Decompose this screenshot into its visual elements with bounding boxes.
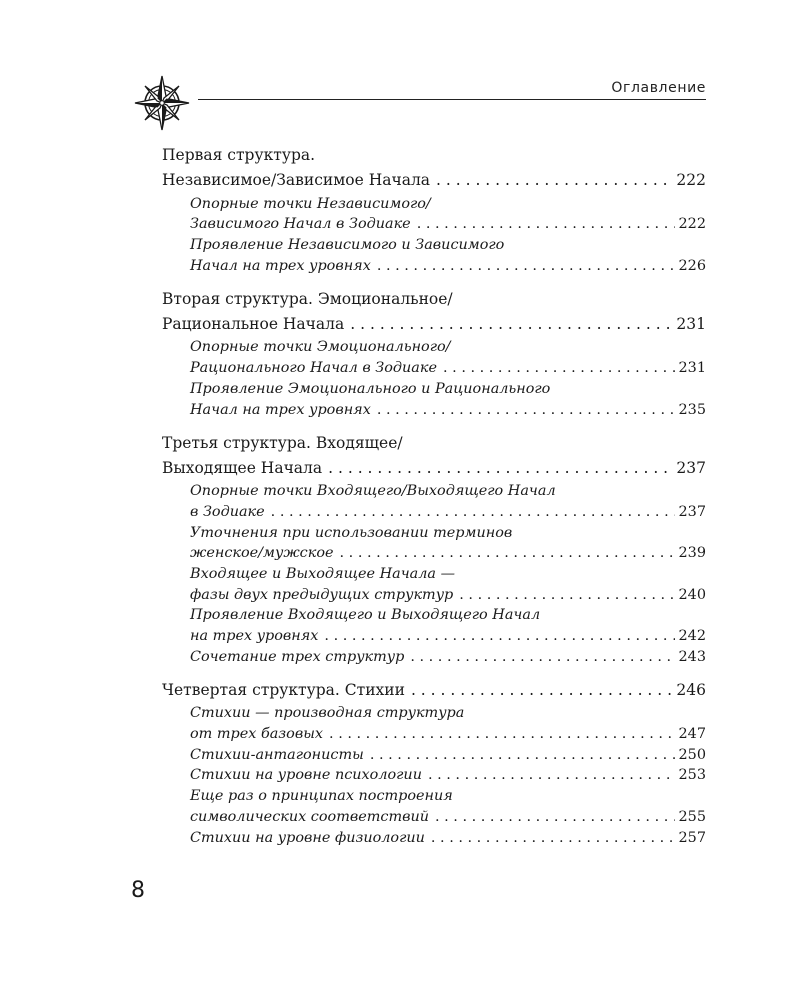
toc-subsection-title: Сочетание трех структур	[190, 648, 405, 665]
toc-section-entry[interactable]	[162, 309, 706, 334]
dot-leader	[370, 747, 675, 764]
dot-leader	[410, 649, 674, 666]
table-of-contents	[162, 140, 706, 847]
toc-page-number: 255	[678, 808, 706, 825]
toc-page-number: 226	[678, 257, 706, 274]
toc-section-entry[interactable]	[162, 453, 706, 478]
toc-section	[162, 428, 706, 478]
toc-subsection-title-line	[190, 192, 706, 213]
toc-subsection-title-line	[190, 604, 706, 625]
toc-subsection-title: Проявление Эмоционального и Рационального	[190, 380, 551, 397]
toc-section	[162, 284, 706, 334]
toc-section-title: Первая структура.	[162, 146, 316, 164]
toc-section-title: Независимое/Зависимое Начала	[162, 171, 431, 189]
toc-section-title: Выходящее Начала	[162, 458, 323, 477]
toc-subsection-title: Начал на трех уровнях	[190, 401, 371, 418]
toc-subsection-title: Опорные точки Независимого/	[190, 195, 431, 212]
toc-subsection-title: Рационального Начал в Зодиаке	[190, 360, 438, 377]
toc-subsection-title: Начал на трех уровнях	[190, 257, 371, 274]
toc-subsection-title: Стихии на уровне психологии	[190, 767, 422, 784]
toc-page-number: 247	[678, 726, 706, 743]
toc-page-number: 231	[676, 314, 706, 333]
toc-subsection-title: Стихии — производная структура	[190, 705, 465, 722]
header-rule	[198, 99, 706, 100]
toc-section-title: Четвертая структура. Стихии	[162, 680, 405, 699]
toc-subsection-title: Входящее и Выходящее Начала —	[190, 565, 455, 582]
toc-page-number: 242	[678, 628, 706, 644]
dot-leader	[417, 216, 675, 233]
toc-subsection-entry[interactable]	[190, 805, 706, 826]
toc-page-number: 231	[678, 360, 706, 377]
toc-section-entry[interactable]	[162, 675, 706, 700]
toc-subsection-entry[interactable]	[190, 356, 706, 377]
dot-leader	[459, 587, 674, 604]
toc-subsection-entry[interactable]	[190, 722, 706, 743]
toc-subsection-entry[interactable]	[190, 826, 706, 847]
toc-page-number: 240	[678, 586, 706, 603]
toc-page-number: 246	[676, 680, 706, 699]
toc-section-title: Вторая структура. Эмоциональное/	[162, 289, 453, 308]
toc-subsection-title: Еще раз о принципах построения	[190, 788, 453, 805]
toc-section-title-line	[162, 428, 706, 453]
toc-subsection-list	[162, 702, 706, 847]
dot-leader	[329, 726, 674, 743]
toc-subsection-title-line	[190, 784, 706, 805]
toc-subsection-title: Зависимого Начал в Зодиаке	[190, 216, 411, 233]
toc-subsection-entry[interactable]	[190, 500, 706, 521]
toc-subsection-list	[162, 192, 706, 275]
toc-section	[162, 140, 706, 190]
toc-subsection-title-line	[190, 702, 706, 723]
toc-page-number: 253	[678, 767, 706, 784]
toc-section	[162, 675, 706, 700]
toc-subsection-entry[interactable]	[190, 542, 706, 563]
toc-subsection-title: Проявление Независимого и Зависимого	[190, 237, 505, 254]
dot-leader	[435, 809, 675, 826]
toc-page-number: 257	[678, 829, 706, 846]
dot-leader	[431, 830, 675, 847]
toc-subsection-entry[interactable]	[190, 645, 706, 666]
toc-page-number: 237	[676, 458, 706, 477]
toc-subsection-title-line	[190, 336, 706, 357]
toc-page-number: 250	[678, 746, 706, 763]
dot-leader	[271, 504, 675, 521]
toc-subsection-title-line	[190, 480, 706, 501]
dot-leader	[428, 767, 675, 784]
dot-leader	[350, 314, 672, 334]
toc-page-number: 237	[678, 503, 706, 520]
toc-section-title: Третья структура. Входящее/	[162, 433, 403, 452]
toc-subsection-title: символических соответствий	[190, 808, 429, 825]
toc-subsection-title: в Зодиаке	[190, 503, 265, 520]
dot-leader	[411, 680, 672, 700]
dot-leader	[377, 258, 675, 275]
toc-section-title-line	[162, 140, 706, 165]
toc-subsection-entry[interactable]	[190, 743, 706, 764]
running-header-title: Оглавление	[611, 80, 706, 96]
toc-section-title: Рациональное Начала	[162, 314, 345, 333]
toc-page-number: 239	[678, 545, 706, 562]
toc-subsection-title-line	[190, 233, 706, 254]
toc-subsection-title: Опорные точки Входящего/Выходящего Начал	[190, 483, 556, 500]
toc-subsection-title: Проявление Входящего и Выходящего Начал	[190, 607, 541, 624]
toc-subsection-title: Опорные точки Эмоционального/	[190, 339, 451, 356]
toc-subsection-list	[162, 480, 706, 666]
toc-page-number: 243	[678, 648, 706, 665]
dot-leader	[377, 402, 675, 419]
toc-subsection-title: фазы двух предыдущих структур	[190, 586, 454, 603]
toc-page-number: 222	[678, 216, 706, 233]
toc-subsection-title: Стихии-антагонисты	[190, 746, 364, 763]
toc-subsection-entry[interactable]	[190, 624, 706, 645]
toc-subsection-title: на трех уровнях	[190, 628, 319, 644]
toc-subsection-entry[interactable]	[190, 254, 706, 275]
toc-subsection-title: Стихии на уровне физиологии	[190, 829, 425, 846]
dot-leader	[324, 628, 674, 645]
toc-page-number: 235	[678, 401, 706, 418]
toc-subsection-entry[interactable]	[190, 583, 706, 604]
dot-leader	[340, 545, 675, 562]
page-number: 8	[131, 878, 145, 903]
toc-subsection-title-line	[190, 377, 706, 398]
toc-subsection-title: женское/мужское	[190, 545, 334, 562]
toc-page-number: 222	[676, 171, 706, 189]
toc-subsection-title: от трех базовых	[190, 726, 324, 743]
toc-subsection-entry[interactable]	[190, 213, 706, 234]
compass-rose-icon	[132, 73, 192, 133]
dot-leader	[328, 458, 672, 478]
toc-subsection-title-line	[190, 521, 706, 542]
dot-leader	[436, 170, 672, 190]
toc-section-entry[interactable]	[162, 165, 706, 190]
toc-subsection-title: Уточнения при использовании терминов	[190, 524, 513, 541]
toc-subsection-entry[interactable]	[190, 764, 706, 785]
toc-section-title-line	[162, 284, 706, 309]
toc-subsection-title-line	[190, 562, 706, 583]
dot-leader	[443, 360, 675, 377]
toc-subsection-list	[162, 336, 706, 419]
toc-subsection-entry[interactable]	[190, 398, 706, 419]
